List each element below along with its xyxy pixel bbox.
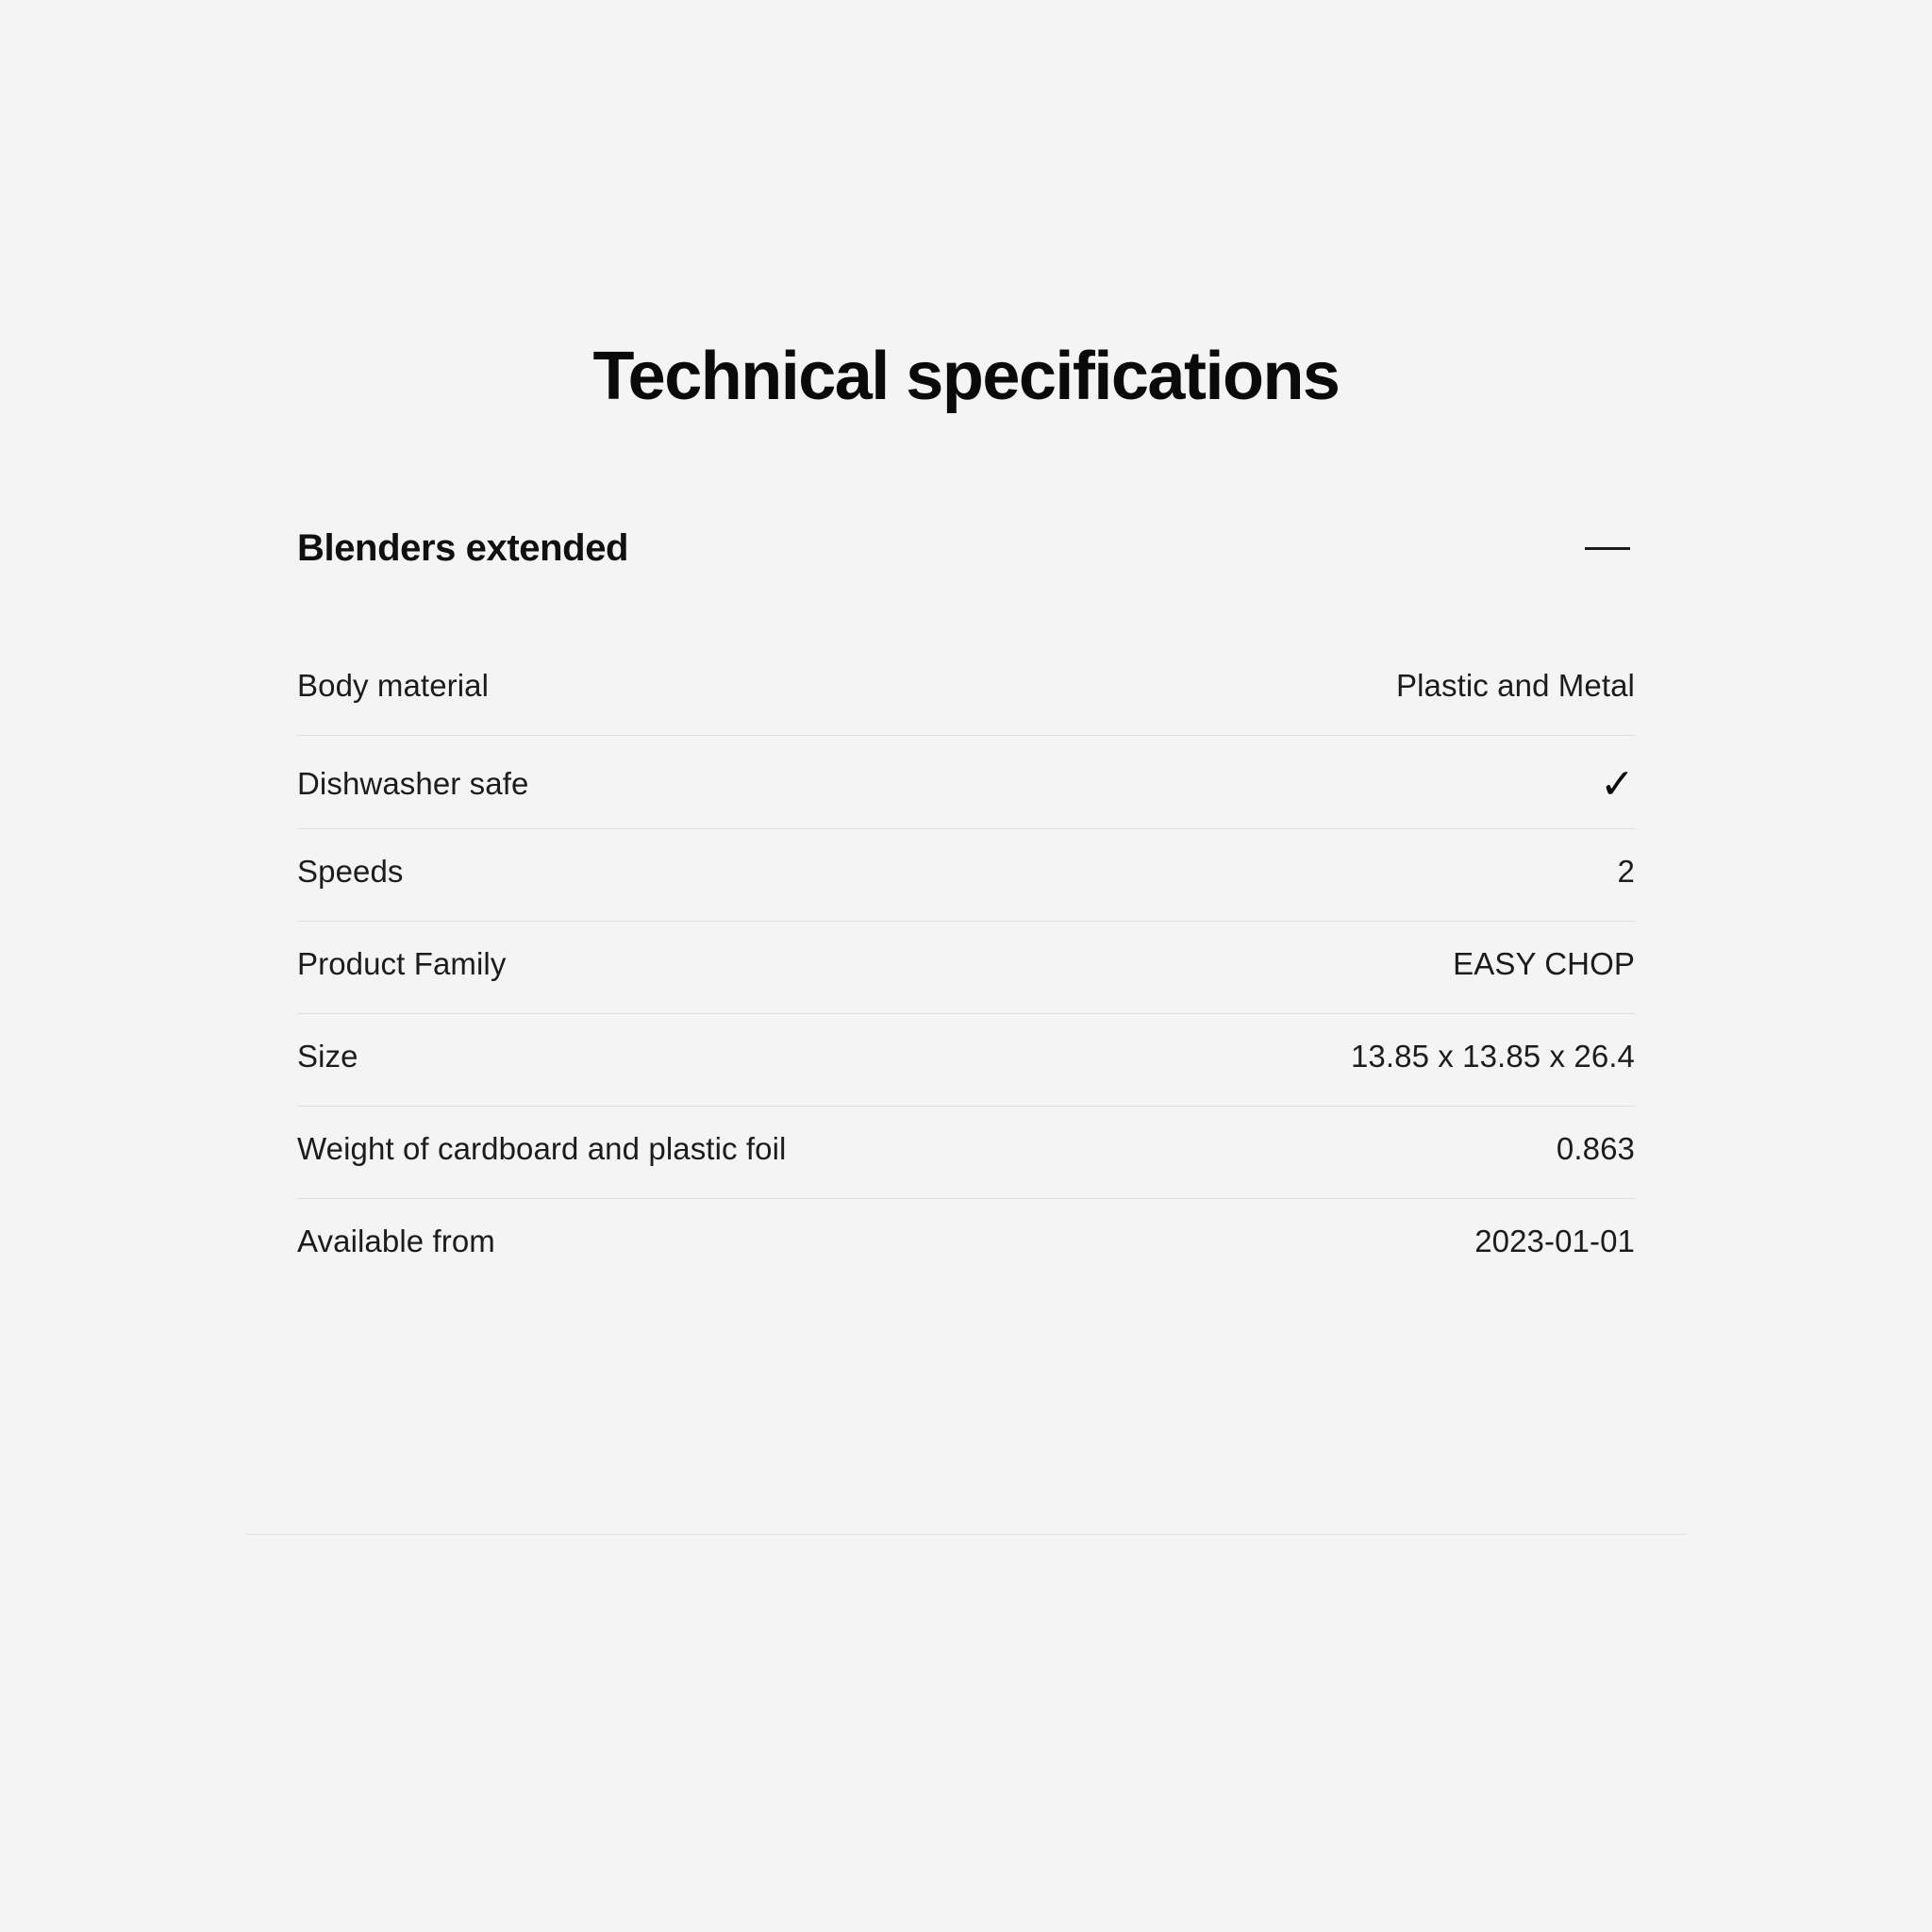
spec-group-header[interactable] — [245, 527, 1687, 570]
spec-value: EASY CHOP — [1453, 946, 1635, 982]
spec-label: Body material — [297, 668, 490, 704]
spec-value: 2 — [1617, 854, 1635, 890]
minus-icon-bar — [1585, 547, 1630, 550]
spec-label: Size — [297, 1039, 358, 1074]
spec-value: 2023-01-01 — [1474, 1224, 1635, 1259]
spec-label: Speeds — [297, 854, 404, 890]
spec-value: 13.85 x 13.85 x 26.4 — [1350, 1039, 1635, 1074]
table-row — [297, 643, 1635, 736]
spec-label: Dishwasher safe — [297, 766, 529, 802]
minus-icon[interactable] — [1580, 530, 1635, 568]
spec-group-title: Blenders extended — [297, 527, 629, 570]
table-row — [297, 1107, 1635, 1199]
section-divider — [245, 1534, 1687, 1535]
spec-table — [245, 643, 1687, 1291]
spec-label: Product Family — [297, 946, 507, 982]
table-row — [297, 1199, 1635, 1291]
spec-value: Plastic and Metal — [1396, 668, 1635, 704]
spec-label: Available from — [297, 1224, 495, 1259]
spec-label: Weight of cardboard and plastic foil — [297, 1131, 787, 1167]
checkmark-icon: ✓ — [1600, 761, 1635, 808]
specifications-container — [245, 340, 1687, 1291]
table-row — [297, 922, 1635, 1014]
spec-value: 0.863 — [1556, 1131, 1635, 1167]
table-row — [297, 1014, 1635, 1107]
page-title: Technical specifications — [592, 339, 1340, 414]
table-row — [297, 829, 1635, 922]
table-row — [297, 736, 1635, 829]
